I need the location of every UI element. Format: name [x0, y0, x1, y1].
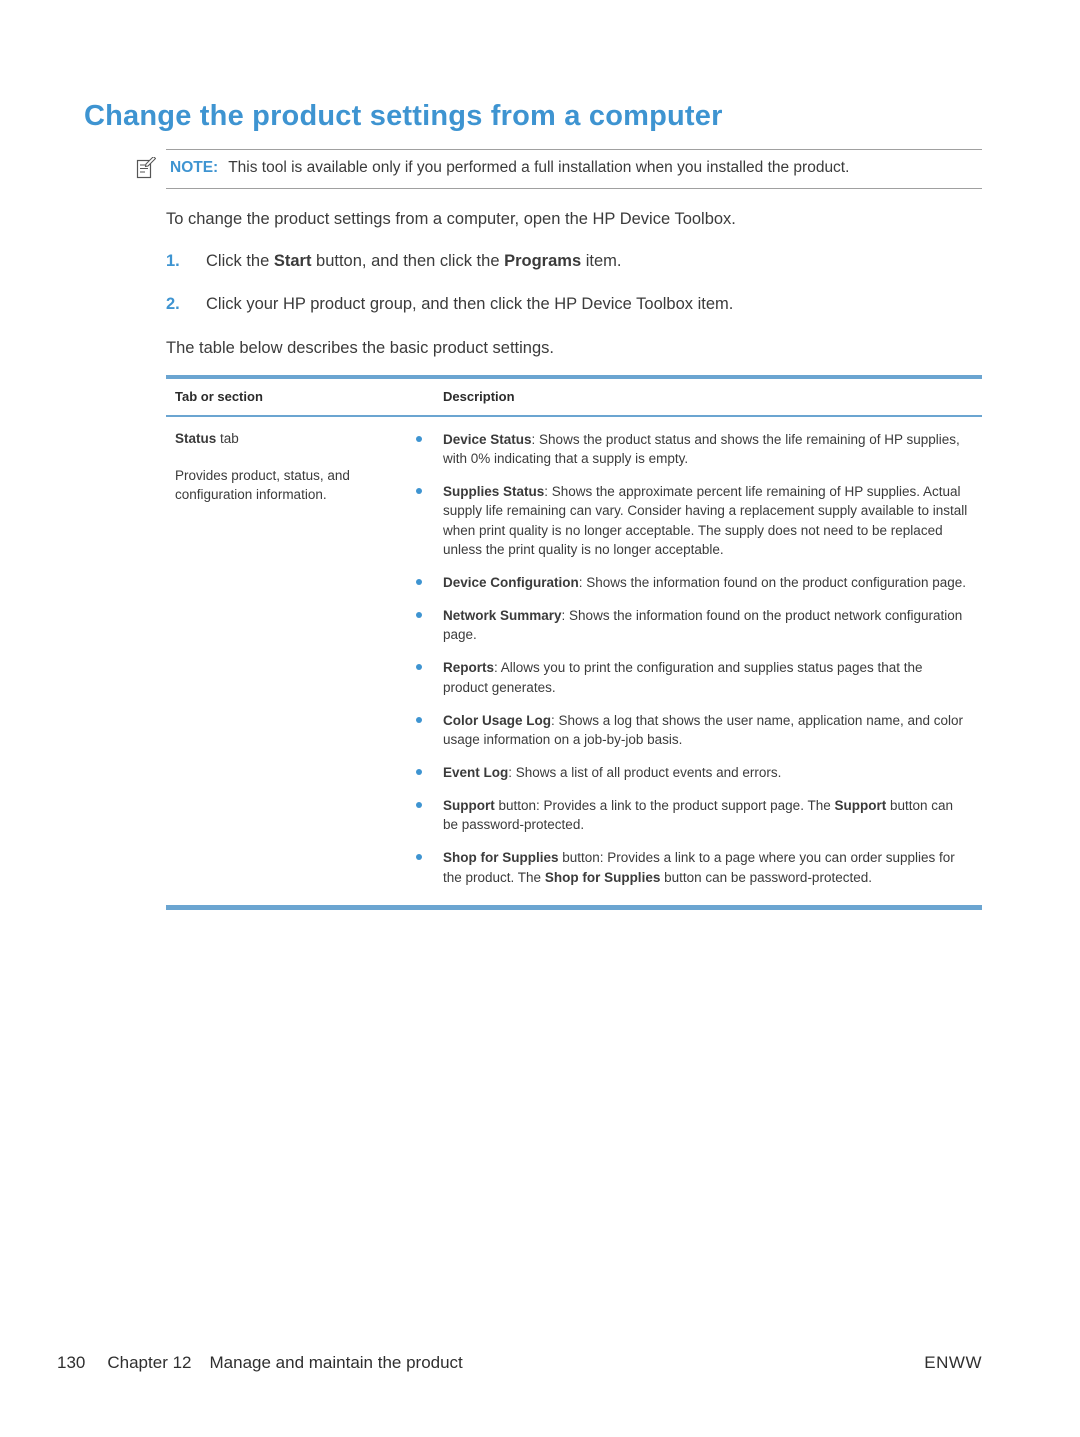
list-item — [406, 658, 968, 696]
list-item — [406, 796, 968, 834]
table-cell-description — [406, 430, 982, 887]
bullet-icon — [416, 769, 422, 775]
note-text: This tool is available only if you performed a full installation when you installed the product. — [228, 159, 850, 176]
list-item — [406, 763, 968, 782]
note-box — [166, 149, 982, 189]
list-item — [406, 430, 968, 468]
steps-list — [166, 250, 982, 316]
table-cell-tab-name — [166, 430, 406, 887]
footer-chapter-title: Manage and maintain the product — [209, 1353, 463, 1372]
table-header-row — [166, 379, 982, 417]
tab-name: Status tab — [175, 430, 239, 446]
step-2 — [166, 293, 982, 315]
list-item — [406, 573, 968, 592]
bullet-icon — [416, 488, 422, 494]
bullet-text: Supplies Status: Shows the approximate percent life remaining of HP supplies. Actual supply life remaining can vary. Consider having a replacement supply available to install when print quality is no longer acceptable. The supply does not need to be replaced unless the print quality is no longer acceptable. — [443, 484, 968, 557]
bullet-icon — [416, 579, 422, 585]
bullet-text: Event Log: Shows a list of all product events and errors. — [443, 765, 782, 781]
step-2-number: 2. — [166, 295, 180, 314]
tab-short-description: Provides product, status, and configuration information. — [175, 467, 350, 502]
bullet-text: Device Status: Shows the product status and shows the life remaining of HP supplies, with 0% indicating that a supply is empty. — [443, 431, 960, 467]
step-1 — [166, 250, 982, 272]
intro-paragraph: To change the product settings from a computer, open the HP Device Toolbox. — [166, 209, 736, 228]
note-icon — [136, 157, 156, 179]
bullet-icon — [416, 612, 422, 618]
bullet-text: Network Summary: Shows the information found on the product network configuration page. — [443, 608, 963, 643]
step-1-number: 1. — [166, 252, 180, 271]
bullet-icon — [416, 854, 422, 860]
bullet-text: Reports: Allows you to print the configuration and supplies status pages that the product generates. — [443, 660, 923, 695]
list-item — [406, 711, 968, 749]
page-title: Change the product settings from a computer — [84, 100, 723, 132]
footer-enww-label: ENWW — [924, 1353, 982, 1372]
list-item — [406, 482, 968, 559]
note-label: NOTE: — [170, 159, 219, 176]
page-footer — [57, 1353, 982, 1373]
settings-table — [166, 375, 982, 910]
bullet-icon — [416, 664, 422, 670]
table-header-tab-or-section: Tab or section — [175, 388, 263, 404]
bullet-text: Support button: Provides a link to the product support page. The Support button can be password-protected. — [443, 798, 954, 833]
bullet-icon — [416, 436, 422, 442]
bullet-icon — [416, 717, 422, 723]
bullet-text: Color Usage Log: Shows a log that shows the user name, application name, and color usage information on a job-by-job basis. — [443, 712, 964, 747]
bullet-icon — [416, 802, 422, 808]
footer-page-number: 130 — [57, 1353, 86, 1372]
table-header-description: Description — [443, 388, 515, 404]
step-2-text: Click your HP product group, and then click the HP Device Toolbox item. — [206, 295, 734, 314]
list-item — [406, 606, 968, 644]
bullet-text: Device Configuration: Shows the information found on the product configuration page. — [443, 574, 967, 590]
bullet-text: Shop for Supplies button: Provides a link to a page where you can order supplies for the product. The Shop for Supplies button can be password-protected. — [443, 850, 955, 885]
table-row-status-tab — [166, 417, 982, 905]
table-intro-paragraph: The table below describes the basic product settings. — [166, 338, 554, 357]
step-1-text: Click the Start button, and then click the Programs item. — [206, 252, 622, 271]
footer-chapter-label: Chapter 12 — [107, 1353, 192, 1372]
list-item — [406, 848, 968, 886]
